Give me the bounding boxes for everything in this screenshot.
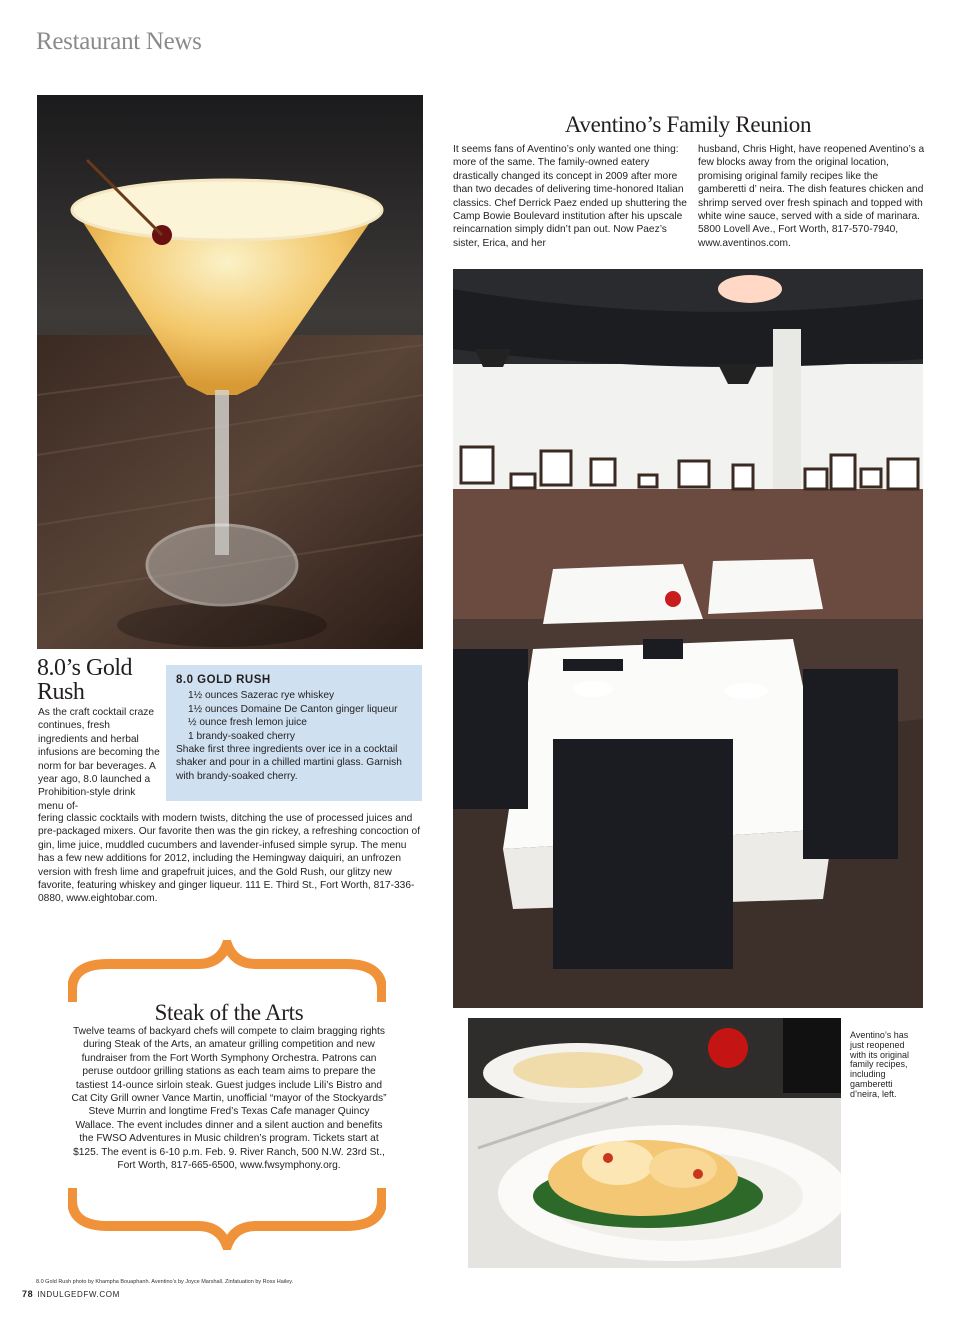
recipe-title: 8.0 GOLD RUSH bbox=[176, 674, 271, 686]
recipe-ingredient: ½ ounce fresh lemon juice bbox=[188, 717, 307, 729]
photo-caption: Aventino’s has just reopened with its original family recipes, including gamberetti d’neira, left. bbox=[850, 1030, 910, 1099]
page-footer bbox=[22, 1289, 120, 1299]
steak-body: Twelve teams of backyard chefs will compete to claim bragging rights during Steak of the Arts, an amateur grilling competition and new fundraiser from the Fort Worth Symphony Orchestra. Patrons can peruse outdoor grilling stations as each team aims to prepare the tastiest 14-ounce sirloin steak. Guest judges include Lili’s Bistro and Cat City Grill owner Vance Martin, unofficial “mayor of the Stockyards” Steve Murrin and longtime Fred’s Texas Cafe manager Quincy Wallace. The event includes dinner and a silent auction and benefits the FWSO Adventures in Music children’s program. Tickets start at $125. The event is 6-10 p.m. Feb. 9. River Ranch, 500 N.W. 23rd St., Fort Worth, 817-665-6500, www.fwsymphony.org. bbox=[71, 1026, 387, 1172]
site-url: INDULGEDFW.COM bbox=[37, 1290, 120, 1299]
gamberetti-dish-photo bbox=[468, 1018, 841, 1268]
aventinos-column-2: husband, Chris Hight, have reopened Aventino’s a few blocks away from the original location, promising original family recipes like the gamberetti d’ neira. The dish features chicken and shrimp served over fresh spinach and topped with white wine sauce, served with a side of marinara. 5800 Lovell Ave., Fort Worth, 817-570-7940, www.aventinos.com. bbox=[698, 144, 925, 249]
aventinos-title: Aventino’s Family Reunion bbox=[564, 112, 812, 137]
steak-title: Steak of the Arts bbox=[154, 1000, 304, 1025]
gold-rush-body: fering classic cocktails with modern twists, ditching the use of processed juices and pre-packaged mixers. Our favorite then was the gin rickey, a refreshing concoction of gin, lime juice, muddled cucumbers and lavender-infused simple syrup. The menu has a few new additions for 2012, including the Hemingway daiquiri, an unfrozen version with fresh lime and grapefruit juices, and the Gold Rush, our glitzy new favorite, featuring whiskey and ginger liqueur. 111 E. Third St., Fort Worth, 817-336-0880, www.eightobar.com. bbox=[38, 813, 421, 905]
recipe-box bbox=[166, 665, 422, 801]
bracket-top-ornament bbox=[68, 940, 386, 1002]
recipe-ingredient: 1½ ounces Domaine De Canton ginger liqueur bbox=[188, 703, 398, 715]
restaurant-interior-photo bbox=[453, 269, 923, 1008]
photo-credits: 8.0 Gold Rush photo by Khampha Bouaphanh. Aventino’s by Joyce Marshall. Zinfatuation by Ross Hailey. bbox=[36, 1279, 294, 1285]
bracket-bottom-ornament bbox=[68, 1188, 386, 1250]
section-header: Restaurant News bbox=[36, 28, 202, 55]
recipe-ingredient: 1 brandy-soaked cherry bbox=[188, 730, 296, 742]
cocktail-photo bbox=[37, 95, 423, 649]
gold-rush-title: 8.0’s Gold Rush bbox=[37, 655, 133, 705]
recipe-instructions: Shake first three ingredients over ice in a cocktail shaker and pour in a chilled martini glass. Garnish with brandy-soaked cherry. bbox=[176, 744, 402, 782]
aventinos-column-1: It seems fans of Aventino’s only wanted one thing: more of the same. The family-owned eatery drastically changed its concept in 2009 after more than two decades of delivering time-honored Italian classics. Chef Derrick Paez ended up shuttering the Camp Bowie Boulevard institution after his upscale reincarnation simply didn’t pan out. Now Paez’s sister, Erica, and her bbox=[453, 144, 687, 249]
recipe-ingredient: 1½ ounces Sazerac rye whiskey bbox=[188, 690, 335, 702]
page-number: 78 bbox=[22, 1289, 34, 1299]
gold-rush-intro: As the craft cocktail craze continues, fresh ingredients and herbal infusions are becoming the norm for bar beverages. A year ago, 8.0 launched a Prohibition-style drink menu of- bbox=[38, 707, 160, 812]
